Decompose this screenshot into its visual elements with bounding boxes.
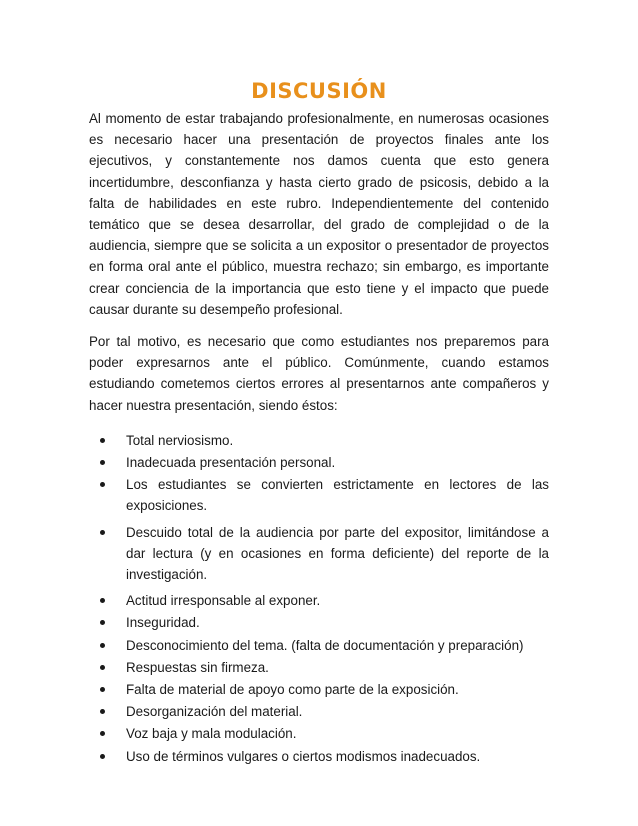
list-item-text: Falta de material de apoyo como parte de la exposición.: [126, 682, 459, 698]
list-item-text: Desconocimiento del tema. (falta de documentación y preparación): [126, 637, 524, 653]
list-item-text: Descuido total de la audiencia por parte del expositor, limitándose a dar lectura (y en ocasiones en forma deficiente) del reporte de la investigación.: [126, 524, 549, 583]
bullet-icon: [100, 709, 105, 714]
bullet-icon: [100, 598, 105, 603]
list-item: [89, 635, 549, 656]
bullet-icon: [100, 460, 105, 465]
list-item: [89, 679, 549, 700]
bullet-icon: [100, 482, 105, 487]
list-item: [89, 590, 549, 611]
bullet-icon: [100, 438, 105, 443]
document-page: [89, 78, 549, 768]
errors-list: [89, 430, 549, 767]
bullet-icon: [100, 620, 105, 625]
bullet-icon: [100, 665, 105, 670]
list-item: [89, 612, 549, 633]
bullet-icon: [100, 530, 105, 535]
list-item: [89, 452, 549, 473]
second-paragraph: Por tal motivo, es necesario que como estudiantes nos preparemos para poder expresarnos ante el público. Comúnmente, cuando estamos estudiando cometemos ciertos errores al presentarnos ante compañeros y hacer nuestra presentación, siendo éstos:: [89, 334, 549, 413]
list-item-text: Voz baja y mala modulación.: [126, 726, 297, 742]
list-item-text: Desorganización del material.: [126, 704, 303, 720]
list-item: [89, 522, 549, 586]
list-item-text: Los estudiantes se convierten estrictamente en lectores de las exposiciones.: [126, 477, 549, 514]
list-item-text: Actitud irresponsable al exponer.: [126, 593, 321, 609]
bullet-icon: [100, 754, 105, 759]
list-item: [89, 430, 549, 451]
document-title: DISCUSIÓN: [251, 79, 387, 103]
bullet-icon: [100, 731, 105, 736]
intro-paragraph: Al momento de estar trabajando profesionalmente, en numerosas ocasiones es necesario hacer una presentación de proyectos finales ante los ejecutivos, y constantemente nos damos cuenta que esto genera incertidumbre, desconfianza y hasta cierto grado de psicosis, debido a la falta de habilidades en este rubro. Independientemente del contenido temático que se desea desarrollar, del grado de complejidad o de la audiencia, siempre que se solicita a un expositor o presentador de proyectos en forma oral ante el público, muestra rechazo; sin embargo, es importante crear conciencia de la importancia que esto tiene y el impacto que puede causar durante su desempeño profesional.: [89, 111, 549, 317]
list-item: [89, 474, 549, 516]
bullet-icon: [100, 643, 105, 648]
list-item: [89, 701, 549, 722]
list-item: [89, 657, 549, 678]
list-item-text: Inseguridad.: [126, 615, 200, 631]
bullet-icon: [100, 687, 105, 692]
list-item-text: Respuestas sin firmeza.: [126, 659, 269, 675]
list-item-text: Uso de términos vulgares o ciertos modismos inadecuados.: [126, 748, 481, 764]
list-item-text: Total nerviosismo.: [126, 432, 234, 448]
list-item-text: Inadecuada presentación personal.: [126, 455, 336, 471]
list-item: [89, 723, 549, 744]
list-item: [89, 746, 549, 767]
